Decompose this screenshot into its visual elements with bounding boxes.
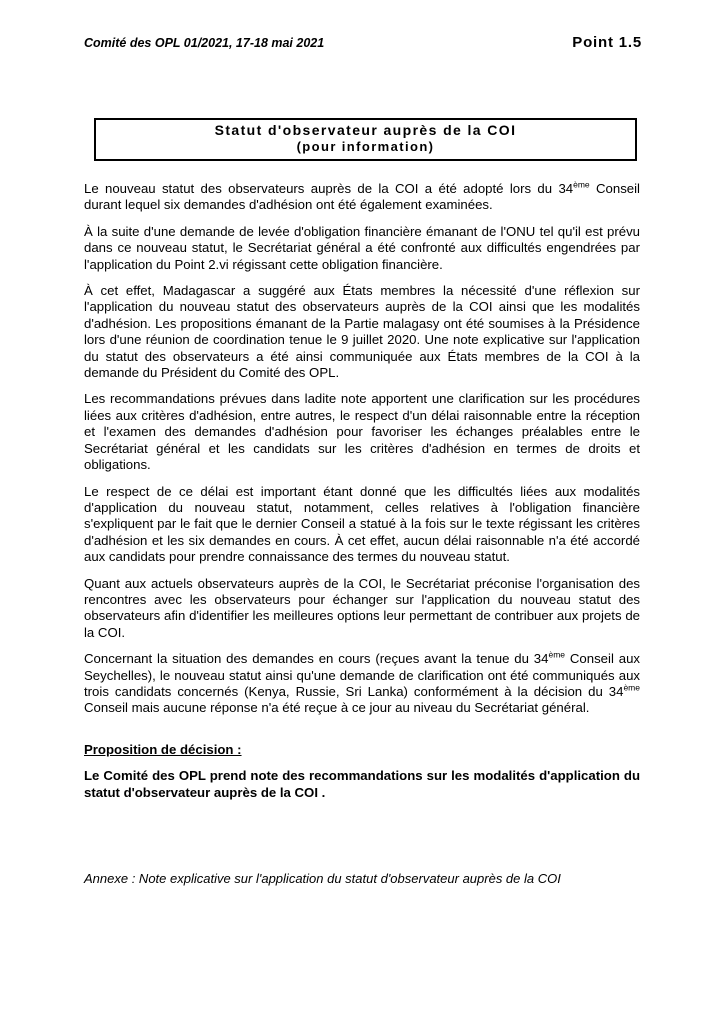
agenda-point-label: Point 1.5 <box>572 34 642 51</box>
document-body <box>84 181 640 897</box>
paragraph-3: À cet effet, Madagascar a suggéré aux États membres la nécessité d'une réflexion sur l'application du nouveau statut des observateurs auprès de la COI ainsi que les modalités d'adhésion. Les propositions émanant de la Partie malagasy ont été soumises à la Présidence lors d'une réunion de coordination tenue le 9 juillet 2020. Une note explicative sur l'application du statut des observateurs a été ainsi communiquée aux États membres de la COI à la demande du Président du Comité des OPL. <box>84 283 640 381</box>
paragraph-1: Le nouveau statut des observateurs auprès de la COI a été adopté lors du 34ème Conseil durant lequel six demandes d'adhésion ont été également examinées. <box>84 179 640 213</box>
decision-heading <box>84 742 640 758</box>
paragraph-4: Les recommandations prévues dans ladite note apportent une clarification sur les procédures liées aux critères d'adhésion, entre autres, le respect d'un délai raisonnable entre la réception et l'examen des demandes d'adhésion pour favoriser les échanges préalables entre le Secrétariat général et les candidats sur les critères d'adhésion en termes de droits et obligations. <box>84 391 640 473</box>
decision-heading-text: Proposition de décision : <box>84 741 242 757</box>
document-header <box>84 34 642 51</box>
committee-reference: Comité des OPL 01/2021, 17-18 mai 2021 <box>84 36 325 50</box>
annex-note: Annexe : Note explicative sur l'application du statut d'observateur auprès de la COI <box>84 871 561 886</box>
title-box <box>94 118 637 161</box>
paragraph-6: Quant aux actuels observateurs auprès de la COI, le Secrétariat préconise l'organisation des rencontres avec les observateurs pour échanger sur l'application du nouveau statut des observateurs afin d'identifier les meilleures options leur permettant de contribuer aux projets de la COI. <box>84 575 640 640</box>
paragraph-2: À la suite d'une demande de levée d'obligation financière émanant de l'ONU tel qu'il est prévu dans ce nouveau statut, le Secrétariat général a été confronté aux difficultés engendrées par l'application du Point 2.vi régissant cette obligation financière. <box>84 223 640 272</box>
paragraph-7: Concernant la situation des demandes en cours (reçues avant la tenue du 34ème Conseil aux Seychelles), le nouveau statut ainsi qu'une demande de clarification ont été communiqués aux trois candidats concernés (Kenya, Russie, Sri Lanka) conformément à la décision du 34ème Conseil mais aucune réponse n'a été reçue à ce jour au niveau du Secrétariat général. <box>84 649 640 716</box>
document-title: Statut d'observateur auprès de la COI <box>214 122 517 138</box>
decision-body: Le Comité des OPL prend note des recommandations sur les modalités d'application du statut d'observateur auprès de la COI . <box>84 768 640 800</box>
document-subtitle: (pour information) <box>296 139 435 154</box>
paragraph-5: Le respect de ce délai est important étant donné que les difficultés liées aux modalités d'application du nouveau statut, notamment, celles relatives à l'obligation financière s'expliquent par le fait que le dernier Conseil a statué à la fois sur le texte régissant les critères d'adhésion et les six demandes en cours. À cet effet, aucun délai raisonnable n'a été accordé aux candidats pour prendre connaissance des termes du nouveau statut. <box>84 483 640 565</box>
